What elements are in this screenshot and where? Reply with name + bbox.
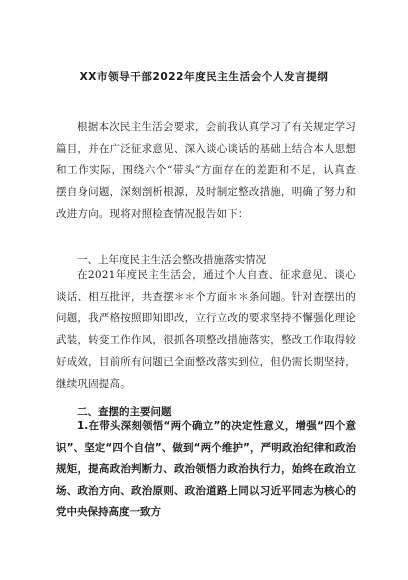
section-2-heading: 二、查摆的主要问题 [77, 406, 172, 418]
intro-paragraph: 根据本次民主生活会要求，会前我认真学习了有关规定学习篇目，并在广泛征求意见、深入谈心谈话的基础上结合本人思想和工作实际，围绕六个“带头”方面存在的差距和不足，认真查摆自身问题，深刻剖析根源，及时制定整改措施，明确了努力和改进方向。现将对照检查情况报告如下： [56, 121, 356, 220]
document-title: XX市领导干部2022年度民主生活会个人发言提纲 [79, 71, 329, 83]
section-2-item-1: 1.在带头深刻领悟“两个确立”的决定性意义，增强“四个意识”、坚定“四个自信”、做到“两个维护”，严明政治纪律和政治规矩，提高政治判断力、政治领悟力政治执行力，始终在政治立场、政治方向、政治原则、政治道路上同以习近平同志为核心的党中央保持高度一致方 [56, 420, 356, 518]
section-1-paragraph: 在2021年度民主生活会，通过个人自查、征求意见、谈心谈话、相互批评，共查摆＊＊个方面＊＊条问题。针对查摆出的问题，我严格按照即知即改，立行立改的要求坚持不懈强化理论武装，转变工作作风，很抓各项整改措施落实，整改工作取得较好成效，目前所有问题已全面整改落实到位，但仍需长期坚持，继续巩固提高。 [56, 269, 356, 390]
section-1-heading: 一、上年度民主生活会整改措施落实情况 [77, 254, 266, 266]
